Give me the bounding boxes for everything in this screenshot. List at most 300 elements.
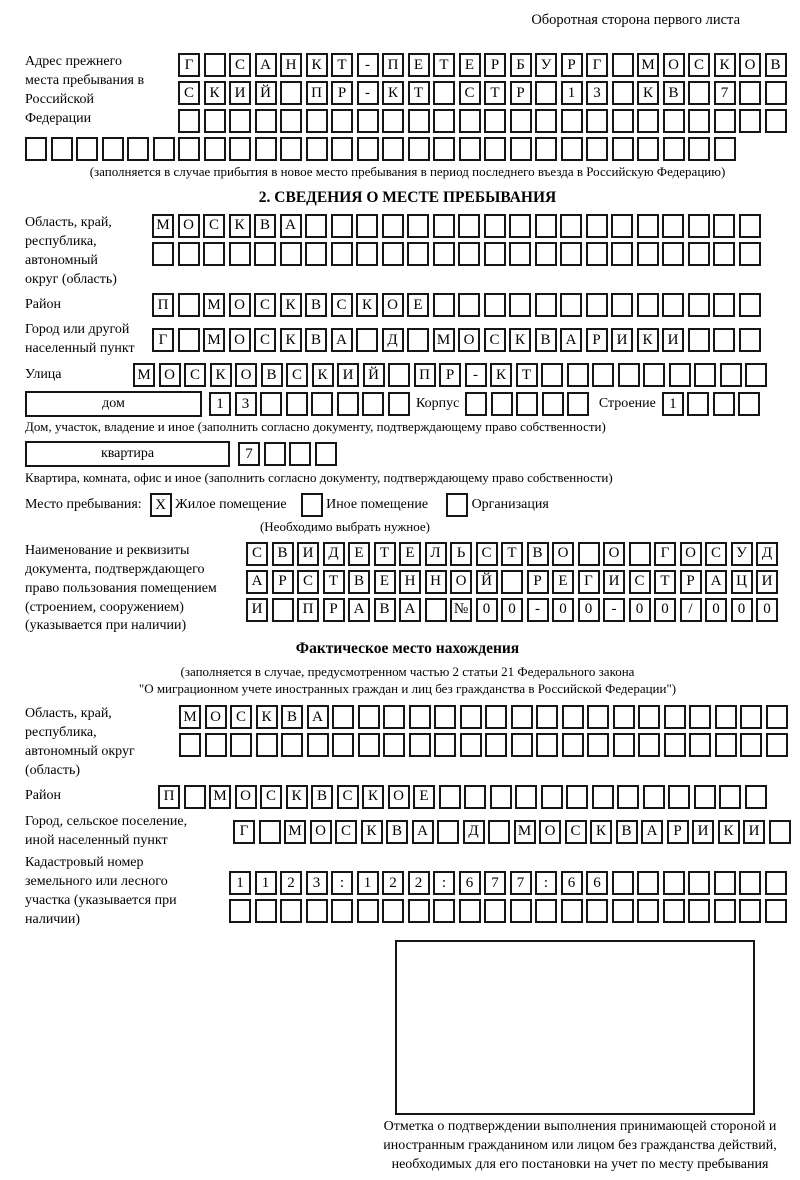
char-box[interactable]: [434, 733, 456, 757]
char-box[interactable]: [739, 81, 761, 105]
char-box[interactable]: М: [284, 820, 306, 844]
char-box[interactable]: [535, 137, 557, 161]
char-box[interactable]: [272, 598, 294, 622]
char-box[interactable]: [536, 733, 558, 757]
char-box[interactable]: [766, 705, 788, 729]
char-box[interactable]: [689, 733, 711, 757]
char-box[interactable]: Д: [323, 542, 345, 566]
char-box[interactable]: И: [229, 81, 251, 105]
char-box[interactable]: [439, 785, 461, 809]
char-box[interactable]: О: [310, 820, 332, 844]
char-box[interactable]: О: [739, 53, 761, 77]
char-box[interactable]: М: [637, 53, 659, 77]
char-box[interactable]: №: [450, 598, 472, 622]
char-box[interactable]: [720, 363, 742, 387]
char-box[interactable]: [643, 363, 665, 387]
char-box[interactable]: [362, 392, 384, 416]
char-box[interactable]: [331, 214, 353, 238]
char-box[interactable]: Р: [667, 820, 689, 844]
char-box[interactable]: [307, 733, 329, 757]
char-box[interactable]: [458, 242, 480, 266]
char-box[interactable]: [407, 214, 429, 238]
char-box[interactable]: [611, 293, 633, 317]
char-box[interactable]: [510, 109, 532, 133]
char-box[interactable]: О: [663, 53, 685, 77]
char-box[interactable]: [331, 109, 353, 133]
char-box[interactable]: [408, 109, 430, 133]
char-box[interactable]: [357, 899, 379, 923]
char-box[interactable]: [715, 733, 737, 757]
char-box[interactable]: [409, 733, 431, 757]
char-box[interactable]: С: [297, 570, 319, 594]
char-box[interactable]: 0: [476, 598, 498, 622]
char-box[interactable]: М: [514, 820, 536, 844]
char-box[interactable]: [541, 785, 563, 809]
char-box[interactable]: [713, 242, 735, 266]
char-box[interactable]: [561, 137, 583, 161]
char-box[interactable]: [688, 137, 710, 161]
char-box[interactable]: [688, 899, 710, 923]
char-box[interactable]: 1: [209, 392, 231, 416]
char-box[interactable]: 0: [578, 598, 600, 622]
char-box[interactable]: [765, 871, 787, 895]
char-box[interactable]: [562, 733, 584, 757]
char-box[interactable]: [382, 109, 404, 133]
char-box[interactable]: [153, 137, 175, 161]
char-box[interactable]: [205, 733, 227, 757]
char-box[interactable]: [612, 53, 634, 77]
stay-type-checkbox-organization[interactable]: [446, 493, 472, 517]
char-box[interactable]: [407, 328, 429, 352]
char-box[interactable]: О: [178, 214, 200, 238]
char-box[interactable]: [637, 293, 659, 317]
char-box[interactable]: [281, 733, 303, 757]
char-box[interactable]: [714, 871, 736, 895]
char-box[interactable]: -: [465, 363, 487, 387]
char-box[interactable]: [688, 242, 710, 266]
char-box[interactable]: 0: [705, 598, 727, 622]
char-box[interactable]: [484, 214, 506, 238]
char-box[interactable]: [306, 109, 328, 133]
char-box[interactable]: [25, 137, 47, 161]
char-box[interactable]: [714, 137, 736, 161]
char-box[interactable]: К: [714, 53, 736, 77]
char-box[interactable]: С: [184, 363, 206, 387]
char-box[interactable]: Р: [527, 570, 549, 594]
char-box[interactable]: [535, 899, 557, 923]
char-box[interactable]: Т: [408, 81, 430, 105]
char-box[interactable]: Т: [501, 542, 523, 566]
char-box[interactable]: Р: [510, 81, 532, 105]
char-box[interactable]: Р: [586, 328, 608, 352]
char-box[interactable]: [446, 493, 468, 517]
char-box[interactable]: 6: [459, 871, 481, 895]
char-box[interactable]: [286, 392, 308, 416]
char-box[interactable]: О: [235, 785, 257, 809]
char-box[interactable]: П: [152, 293, 174, 317]
char-box[interactable]: [689, 705, 711, 729]
char-box[interactable]: С: [254, 328, 276, 352]
char-box[interactable]: [407, 242, 429, 266]
char-box[interactable]: Р: [439, 363, 461, 387]
char-box[interactable]: 0: [501, 598, 523, 622]
char-box[interactable]: В: [305, 328, 327, 352]
char-box[interactable]: [664, 733, 686, 757]
char-box[interactable]: [586, 899, 608, 923]
char-box[interactable]: [586, 242, 608, 266]
char-box[interactable]: [301, 493, 323, 517]
char-box[interactable]: Р: [561, 53, 583, 77]
char-box[interactable]: [688, 109, 710, 133]
char-box[interactable]: В: [535, 328, 557, 352]
char-box[interactable]: С: [688, 53, 710, 77]
char-box[interactable]: У: [731, 542, 753, 566]
char-box[interactable]: [713, 214, 735, 238]
char-box[interactable]: [460, 705, 482, 729]
char-box[interactable]: [542, 392, 564, 416]
char-box[interactable]: [184, 785, 206, 809]
char-box[interactable]: [358, 733, 380, 757]
char-box[interactable]: [663, 899, 685, 923]
char-box[interactable]: [382, 242, 404, 266]
char-box[interactable]: А: [412, 820, 434, 844]
char-box[interactable]: -: [603, 598, 625, 622]
char-box[interactable]: [255, 137, 277, 161]
char-box[interactable]: Т: [374, 542, 396, 566]
char-box[interactable]: О: [382, 293, 404, 317]
char-box[interactable]: [388, 363, 410, 387]
char-box[interactable]: [535, 109, 557, 133]
char-box[interactable]: Г: [578, 570, 600, 594]
char-box[interactable]: [739, 871, 761, 895]
char-box[interactable]: [662, 242, 684, 266]
char-box[interactable]: [611, 242, 633, 266]
char-box[interactable]: [305, 214, 327, 238]
char-box[interactable]: П: [414, 363, 436, 387]
char-box[interactable]: С: [335, 820, 357, 844]
char-box[interactable]: К: [590, 820, 612, 844]
char-box[interactable]: [178, 137, 200, 161]
char-box[interactable]: [510, 899, 532, 923]
char-box[interactable]: [586, 293, 608, 317]
char-box[interactable]: [586, 109, 608, 133]
char-box[interactable]: А: [246, 570, 268, 594]
char-box[interactable]: Р: [484, 53, 506, 77]
char-box[interactable]: [739, 899, 761, 923]
char-box[interactable]: О: [539, 820, 561, 844]
char-box[interactable]: [662, 293, 684, 317]
char-box[interactable]: [694, 363, 716, 387]
char-box[interactable]: :: [433, 871, 455, 895]
char-box[interactable]: В: [616, 820, 638, 844]
char-box[interactable]: [357, 137, 379, 161]
char-box[interactable]: [688, 293, 710, 317]
char-box[interactable]: [765, 81, 787, 105]
char-box[interactable]: [688, 328, 710, 352]
char-box[interactable]: [229, 242, 251, 266]
char-box[interactable]: [459, 109, 481, 133]
char-box[interactable]: О: [552, 542, 574, 566]
char-box[interactable]: И: [662, 328, 684, 352]
char-box[interactable]: [587, 705, 609, 729]
char-box[interactable]: Н: [425, 570, 447, 594]
char-box[interactable]: [255, 899, 277, 923]
char-box[interactable]: [382, 214, 404, 238]
char-box[interactable]: И: [603, 570, 625, 594]
char-box[interactable]: [560, 214, 582, 238]
char-box[interactable]: [280, 242, 302, 266]
char-box[interactable]: [714, 899, 736, 923]
char-box[interactable]: [586, 137, 608, 161]
char-box[interactable]: [629, 542, 651, 566]
char-box[interactable]: Л: [425, 542, 447, 566]
char-box[interactable]: Е: [408, 53, 430, 77]
stay-type-checkbox-residential[interactable]: [150, 493, 176, 517]
char-box[interactable]: [76, 137, 98, 161]
char-box[interactable]: И: [611, 328, 633, 352]
char-box[interactable]: В: [261, 363, 283, 387]
char-box[interactable]: О: [458, 328, 480, 352]
char-box[interactable]: Н: [399, 570, 421, 594]
char-box[interactable]: [715, 705, 737, 729]
char-box[interactable]: [501, 570, 523, 594]
char-box[interactable]: [560, 242, 582, 266]
char-box[interactable]: [687, 392, 709, 416]
char-box[interactable]: М: [133, 363, 155, 387]
char-box[interactable]: [306, 899, 328, 923]
char-box[interactable]: [178, 328, 200, 352]
char-box[interactable]: М: [179, 705, 201, 729]
char-box[interactable]: [433, 293, 455, 317]
char-box[interactable]: Й: [255, 81, 277, 105]
char-box[interactable]: В: [374, 598, 396, 622]
char-box[interactable]: [484, 293, 506, 317]
char-box[interactable]: О: [450, 570, 472, 594]
char-box[interactable]: [280, 81, 302, 105]
char-box[interactable]: [433, 899, 455, 923]
char-box[interactable]: В: [254, 214, 276, 238]
char-box[interactable]: В: [527, 542, 549, 566]
char-box[interactable]: [230, 733, 252, 757]
char-box[interactable]: [178, 293, 200, 317]
char-box[interactable]: В: [348, 570, 370, 594]
char-box[interactable]: [152, 242, 174, 266]
char-box[interactable]: 1: [561, 81, 583, 105]
char-box[interactable]: С: [705, 542, 727, 566]
char-box[interactable]: К: [637, 328, 659, 352]
char-box[interactable]: [745, 363, 767, 387]
char-box[interactable]: К: [229, 214, 251, 238]
char-box[interactable]: [587, 733, 609, 757]
char-box[interactable]: В: [305, 293, 327, 317]
char-box[interactable]: Г: [233, 820, 255, 844]
char-box[interactable]: [178, 242, 200, 266]
char-box[interactable]: [433, 214, 455, 238]
char-box[interactable]: [465, 392, 487, 416]
char-box[interactable]: 1: [357, 871, 379, 895]
char-box[interactable]: А: [307, 705, 329, 729]
char-box[interactable]: [663, 871, 685, 895]
char-box[interactable]: В: [386, 820, 408, 844]
char-box[interactable]: П: [306, 81, 328, 105]
char-box[interactable]: П: [297, 598, 319, 622]
char-box[interactable]: [765, 109, 787, 133]
char-box[interactable]: [306, 137, 328, 161]
char-box[interactable]: К: [204, 81, 226, 105]
char-box[interactable]: /: [680, 598, 702, 622]
char-box[interactable]: [229, 109, 251, 133]
char-box[interactable]: [357, 109, 379, 133]
char-box[interactable]: Д: [756, 542, 778, 566]
apartment-type-box[interactable]: квартира: [25, 441, 230, 467]
char-box[interactable]: [612, 137, 634, 161]
char-box[interactable]: 6: [561, 871, 583, 895]
char-box[interactable]: Е: [348, 542, 370, 566]
char-box[interactable]: [769, 820, 791, 844]
char-box[interactable]: К: [490, 363, 512, 387]
char-box[interactable]: [509, 293, 531, 317]
char-box[interactable]: Т: [484, 81, 506, 105]
char-box[interactable]: [613, 705, 635, 729]
char-box[interactable]: [592, 363, 614, 387]
char-box[interactable]: 0: [731, 598, 753, 622]
char-box[interactable]: [766, 733, 788, 757]
char-box[interactable]: Д: [382, 328, 404, 352]
char-box[interactable]: Р: [680, 570, 702, 594]
char-box[interactable]: 6: [586, 871, 608, 895]
char-box[interactable]: [561, 899, 583, 923]
char-box[interactable]: [484, 109, 506, 133]
char-box[interactable]: [612, 81, 634, 105]
char-box[interactable]: [254, 242, 276, 266]
char-box[interactable]: Г: [654, 542, 676, 566]
char-box[interactable]: К: [361, 820, 383, 844]
char-box[interactable]: С: [254, 293, 276, 317]
char-box[interactable]: [560, 293, 582, 317]
char-box[interactable]: [256, 733, 278, 757]
char-box[interactable]: [179, 733, 201, 757]
char-box[interactable]: С: [260, 785, 282, 809]
char-box[interactable]: К: [312, 363, 334, 387]
char-box[interactable]: 7: [238, 442, 260, 466]
char-box[interactable]: В: [311, 785, 333, 809]
char-box[interactable]: [485, 705, 507, 729]
char-box[interactable]: [229, 899, 251, 923]
char-box[interactable]: [613, 733, 635, 757]
char-box[interactable]: О: [205, 705, 227, 729]
char-box[interactable]: [382, 137, 404, 161]
char-box[interactable]: [637, 214, 659, 238]
char-box[interactable]: [337, 392, 359, 416]
char-box[interactable]: Г: [178, 53, 200, 77]
char-box[interactable]: [356, 242, 378, 266]
char-box[interactable]: [694, 785, 716, 809]
char-box[interactable]: С: [331, 293, 353, 317]
char-box[interactable]: [541, 363, 563, 387]
char-box[interactable]: К: [362, 785, 384, 809]
char-box[interactable]: С: [484, 328, 506, 352]
char-box[interactable]: [51, 137, 73, 161]
char-box[interactable]: И: [743, 820, 765, 844]
char-box[interactable]: [617, 785, 639, 809]
char-box[interactable]: О: [229, 293, 251, 317]
char-box[interactable]: [561, 109, 583, 133]
char-box[interactable]: [567, 392, 589, 416]
char-box[interactable]: [459, 137, 481, 161]
char-box[interactable]: X: [150, 493, 172, 517]
char-box[interactable]: М: [203, 293, 225, 317]
char-box[interactable]: [688, 81, 710, 105]
char-box[interactable]: С: [629, 570, 651, 594]
char-box[interactable]: [637, 109, 659, 133]
char-box[interactable]: [612, 871, 634, 895]
char-box[interactable]: [511, 705, 533, 729]
char-box[interactable]: 1: [255, 871, 277, 895]
char-box[interactable]: 0: [756, 598, 778, 622]
char-box[interactable]: [739, 328, 761, 352]
char-box[interactable]: М: [433, 328, 455, 352]
char-box[interactable]: К: [382, 81, 404, 105]
char-box[interactable]: [484, 242, 506, 266]
char-box[interactable]: [331, 899, 353, 923]
char-box[interactable]: [637, 242, 659, 266]
char-box[interactable]: [509, 242, 531, 266]
char-box[interactable]: [688, 214, 710, 238]
char-box[interactable]: Р: [272, 570, 294, 594]
char-box[interactable]: -: [527, 598, 549, 622]
char-box[interactable]: [259, 820, 281, 844]
char-box[interactable]: О: [235, 363, 257, 387]
char-box[interactable]: [464, 785, 486, 809]
char-box[interactable]: [425, 598, 447, 622]
char-box[interactable]: С: [246, 542, 268, 566]
char-box[interactable]: [663, 109, 685, 133]
char-box[interactable]: [433, 109, 455, 133]
char-box[interactable]: И: [756, 570, 778, 594]
char-box[interactable]: Н: [280, 53, 302, 77]
char-box[interactable]: С: [459, 81, 481, 105]
char-box[interactable]: 3: [306, 871, 328, 895]
char-box[interactable]: Р: [323, 598, 345, 622]
char-box[interactable]: С: [286, 363, 308, 387]
char-box[interactable]: 2: [408, 871, 430, 895]
char-box[interactable]: [311, 392, 333, 416]
char-box[interactable]: [356, 328, 378, 352]
char-box[interactable]: :: [331, 871, 353, 895]
char-box[interactable]: [331, 242, 353, 266]
char-box[interactable]: К: [637, 81, 659, 105]
char-box[interactable]: 1: [662, 392, 684, 416]
char-box[interactable]: А: [399, 598, 421, 622]
char-box[interactable]: Й: [363, 363, 385, 387]
char-box[interactable]: [535, 81, 557, 105]
char-box[interactable]: [664, 705, 686, 729]
char-box[interactable]: П: [382, 53, 404, 77]
char-box[interactable]: [643, 785, 665, 809]
char-box[interactable]: А: [560, 328, 582, 352]
char-box[interactable]: [719, 785, 741, 809]
char-box[interactable]: М: [209, 785, 231, 809]
char-box[interactable]: [491, 392, 513, 416]
char-box[interactable]: 0: [629, 598, 651, 622]
char-box[interactable]: И: [297, 542, 319, 566]
char-box[interactable]: [662, 214, 684, 238]
char-box[interactable]: [510, 137, 532, 161]
char-box[interactable]: [612, 109, 634, 133]
char-box[interactable]: :: [535, 871, 557, 895]
char-box[interactable]: [669, 363, 691, 387]
char-box[interactable]: [458, 293, 480, 317]
